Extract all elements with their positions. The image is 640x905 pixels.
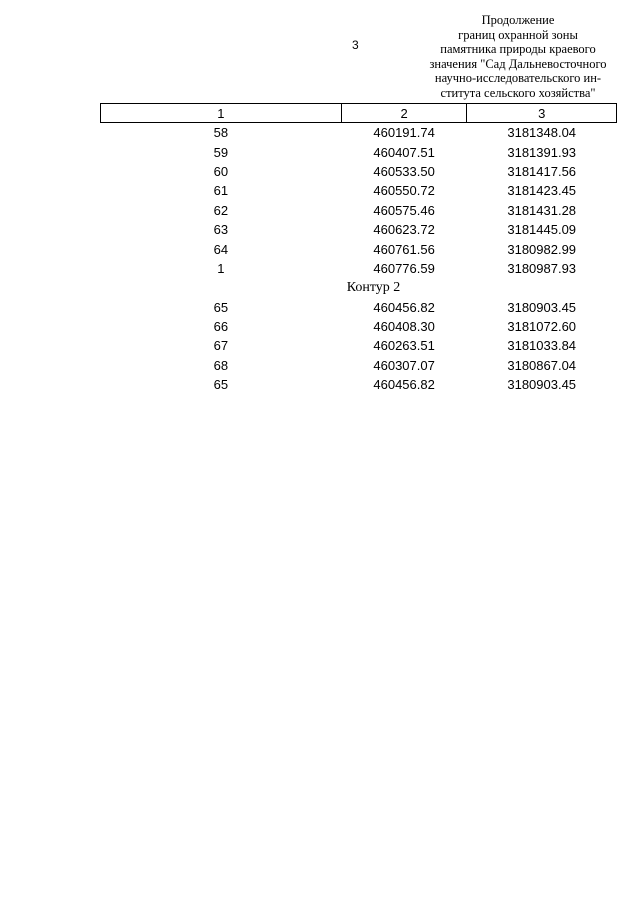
table-row (101, 356, 617, 375)
x-coordinate-cell: 460307.07 (373, 357, 435, 373)
x-coordinate-cell: 460263.51 (373, 338, 435, 354)
table-header-row (101, 104, 617, 123)
point-number-cell: 61 (213, 183, 229, 199)
x-coordinate-cell: 460776.59 (373, 260, 435, 276)
table-row (101, 201, 617, 220)
table-row (101, 259, 617, 278)
y-coordinate-cell: 3180903.45 (507, 299, 577, 315)
column-header-number: 1 (101, 104, 342, 123)
point-number-cell: 68 (213, 357, 229, 373)
y-coordinate-cell: 3180867.04 (507, 357, 577, 373)
x-coordinate-cell: 460456.82 (373, 377, 435, 393)
point-number-cell: 67 (213, 338, 229, 354)
y-coordinate-cell: 3181417.56 (507, 163, 577, 179)
y-coordinate-cell: 3181423.45 (507, 183, 577, 199)
y-coordinate-cell: 3181391.93 (507, 144, 577, 160)
point-number-cell: 1 (217, 260, 225, 276)
column-header-y: 3 (467, 104, 617, 123)
point-number-cell: 63 (213, 222, 229, 238)
y-coordinate-cell: 3181445.09 (507, 222, 577, 238)
table-row (101, 142, 617, 161)
column-header-x: 2 (341, 104, 467, 123)
header-line: значения "Сад Дальневосточного (429, 56, 607, 71)
header-line: ститута сельского хозяйства" (440, 85, 596, 100)
y-coordinate-cell: 3181072.60 (507, 319, 577, 335)
page-number: 3 (352, 38, 359, 52)
table-row (101, 239, 617, 258)
point-number-cell: 60 (213, 163, 229, 179)
x-coordinate-cell: 460623.72 (373, 222, 435, 238)
point-number-cell: 58 (213, 125, 229, 141)
table-row (101, 336, 617, 355)
table-row (101, 220, 617, 239)
y-coordinate-cell: 3180987.93 (507, 260, 577, 276)
x-coordinate-cell: 460550.72 (373, 183, 435, 199)
table-row (101, 298, 617, 317)
table-row (101, 375, 617, 394)
point-number-cell: 62 (213, 202, 229, 218)
document-header (418, 13, 618, 101)
header-line: научно-исследовательского ин- (434, 71, 602, 86)
x-coordinate-cell: 460761.56 (373, 241, 435, 257)
y-coordinate-cell: 3180982.99 (507, 241, 577, 257)
x-coordinate-cell: 460456.82 (373, 299, 435, 315)
point-number-cell: 59 (213, 144, 229, 160)
x-coordinate-cell: 460575.46 (373, 202, 435, 218)
table-row (101, 162, 617, 181)
point-number-cell: 64 (213, 241, 229, 257)
x-coordinate-cell: 460407.51 (373, 144, 435, 160)
table-row (101, 181, 617, 200)
header-line: памятника природы краевого (440, 42, 596, 57)
y-coordinate-cell: 3181033.84 (507, 338, 577, 354)
table-row (101, 123, 617, 143)
point-number-cell: 66 (213, 319, 229, 335)
y-coordinate-cell: 3181431.28 (507, 202, 577, 218)
header-line: Продолжение (481, 13, 555, 27)
coordinates-table (100, 103, 617, 394)
x-coordinate-cell: 460533.50 (373, 163, 435, 179)
table-row (101, 317, 617, 336)
y-coordinate-cell: 3181348.04 (507, 125, 577, 141)
contour-2-title: Контур 2 (346, 279, 401, 295)
x-coordinate-cell: 460191.74 (373, 125, 435, 141)
x-coordinate-cell: 460408.30 (373, 319, 435, 335)
point-number-cell: 65 (213, 299, 229, 315)
y-coordinate-cell: 3180903.45 (507, 377, 577, 393)
header-line: границ охранной зоны (458, 27, 578, 42)
section-title-row (101, 278, 617, 297)
point-number-cell: 65 (213, 377, 229, 393)
